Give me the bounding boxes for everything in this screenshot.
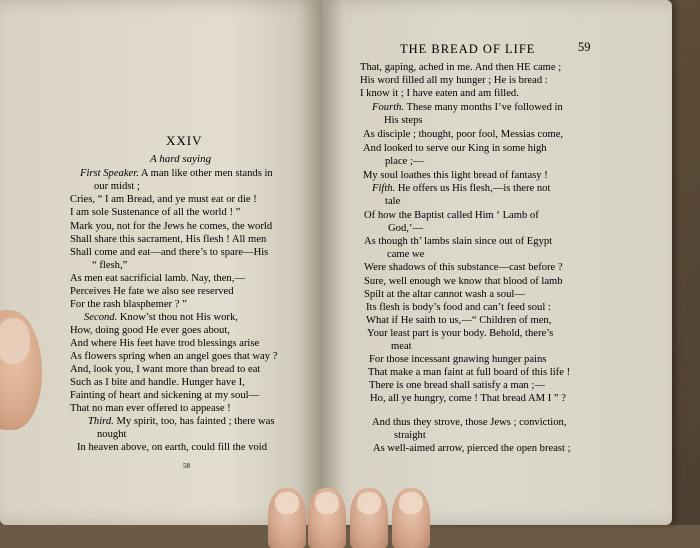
text-line (88, 415, 274, 428)
line-text: These many months I’ve followed in (404, 102, 563, 113)
text-line (70, 272, 245, 285)
text-line (364, 288, 525, 301)
poem-number: XXIV (166, 133, 203, 148)
text-line (385, 155, 424, 168)
line-text: Mark you, not for the Jews he comes, the world (70, 221, 273, 232)
line-text: How, doing good He ever goes about, (70, 325, 230, 336)
text-line (387, 248, 424, 261)
finger (392, 488, 430, 548)
text-line (372, 416, 567, 429)
line-text: As disciple ; thought, poor fool, Messias come, (363, 129, 564, 140)
text-line (363, 142, 547, 155)
line-text: Such as I bite and handle. Hunger have I, (70, 377, 245, 388)
line-text: And looked to serve our King in some high (363, 143, 547, 154)
line-text: “ flesh,” (92, 260, 128, 271)
text-line (364, 275, 563, 288)
thumbnail-highlight (0, 318, 30, 364)
text-line (364, 209, 539, 222)
line-text: What if He saith to us,—“ Children of men, (366, 315, 552, 326)
line-text: As men eat sacrificial lamb. Nay, then,— (70, 273, 245, 284)
line-text: Your least part is your body. Behold, there’s (367, 328, 554, 339)
text-line (70, 363, 260, 376)
text-line (370, 392, 566, 405)
line-text: That no man ever offered to appease ! (70, 403, 231, 414)
text-line (363, 169, 548, 182)
text-line (366, 314, 551, 327)
text-line (84, 311, 238, 324)
line-text: There is one bread shall satisfy a man ;— (369, 380, 545, 391)
finger (308, 488, 346, 548)
text-line (384, 114, 423, 127)
speaker-label: First Speaker. (80, 168, 139, 179)
line-text: And thus they strove, those Jews ; conviction, (372, 417, 567, 428)
line-text: And where His feet have trod blessings arise (70, 338, 260, 349)
text-line (70, 337, 259, 350)
text-line (366, 301, 551, 314)
text-line (70, 376, 245, 389)
line-text: God,’— (388, 223, 424, 234)
text-line (373, 442, 571, 455)
line-text: Cries, “ I am Bread, and ye must eat or die ! (70, 194, 257, 205)
line-text: His steps (384, 115, 423, 126)
text-line (385, 195, 400, 208)
line-text: Of how the Baptist called Him ‘ Lamb of (364, 210, 539, 221)
text-line (70, 350, 277, 363)
line-text: I am sole Sustenance of all the world ! ” (70, 207, 241, 218)
line-text: Were shadows of this substance—cast before ? (364, 262, 563, 273)
text-line (360, 61, 561, 74)
line-text: A man like other men stands in (138, 168, 273, 179)
line-text: Perceives He fate we also see reserved (70, 286, 234, 297)
running-head: THE BREAD OF LIFE (400, 42, 536, 56)
line-text: Shall come and eat—and there’s to spare—His (70, 247, 269, 258)
speaker-label: Third. (88, 416, 114, 427)
text-line (364, 261, 563, 274)
text-line (70, 233, 266, 246)
line-text: That make a man faint at full board of this life ! (368, 367, 571, 378)
fingers (268, 488, 448, 538)
line-text: I know it ; I have eaten and am filled. (360, 88, 519, 99)
text-line (369, 353, 546, 366)
text-line (391, 340, 412, 353)
text-line (70, 220, 272, 233)
text-line (363, 128, 563, 141)
line-text: Shall share this sacrament, His flesh ! All men (70, 234, 267, 245)
speaker-label: Second. (84, 312, 118, 323)
line-text: As flowers spring when an angel goes that way ? (70, 351, 278, 362)
text-line (368, 366, 570, 379)
text-line (70, 389, 259, 402)
text-line (70, 402, 231, 415)
text-line (70, 285, 234, 298)
finger (268, 488, 306, 548)
line-text: For those incessant gnawing hunger pains (369, 354, 547, 365)
speaker-label: Fifth. (372, 183, 396, 194)
line-text: Ho, all ye hungry, come ! That bread AM I ” ? (370, 393, 566, 404)
finger (350, 488, 388, 548)
text-line (92, 259, 127, 272)
line-text: My spirit, too, has fainted ; there was (113, 416, 275, 427)
line-text: our midst ; (94, 181, 140, 192)
text-line (388, 222, 423, 235)
text-line (97, 428, 126, 441)
text-line (70, 206, 240, 219)
right-page-number: 59 (578, 40, 591, 54)
line-text: For the rash blasphemer ? ” (70, 299, 187, 310)
line-text: Sure, well enough we know that blood of lamb (364, 276, 563, 287)
line-text: His word filled all my hunger ; He is bread : (360, 75, 548, 86)
text-line (80, 167, 273, 180)
speaker-label: Fourth. (372, 102, 405, 113)
line-text: meat (391, 341, 412, 352)
text-line (372, 182, 550, 195)
line-text: Know’st thou not His work, (117, 312, 238, 323)
text-line (360, 74, 548, 87)
text-line (94, 180, 140, 193)
text-line (77, 441, 267, 454)
text-line (367, 327, 553, 340)
poem-title: A hard saying (150, 153, 212, 165)
line-text: As well-aimed arrow, pierced the open breast ; (373, 443, 571, 454)
text-line (372, 101, 563, 114)
text-line (70, 246, 268, 259)
line-text: came we (387, 249, 425, 260)
text-line (70, 193, 257, 206)
line-text: He offers us His flesh,—is there not (395, 183, 551, 194)
line-text: That, gaping, ached in me. And then HE came ; (360, 62, 562, 73)
text-line (360, 87, 519, 100)
line-text: Its flesh is body’s food and can’t feed soul : (366, 302, 551, 313)
line-text: Fainting of heart and sickening at my soul— (70, 390, 260, 401)
line-text: As though th’ lambs slain since out of Egypt (364, 236, 553, 247)
line-text: In heaven above, on earth, could fill the void (77, 442, 268, 453)
line-text: place ;— (385, 156, 424, 167)
line-text: Spilt at the altar cannot wash a soul— (364, 289, 525, 300)
left-page-number: 58 (183, 462, 190, 470)
line-text: And, look you, I want more than bread to eat (70, 364, 261, 375)
line-text: My soul loathes this light bread of fantasy ! (363, 170, 548, 181)
text-line (364, 235, 552, 248)
text-line (369, 379, 545, 392)
text-line (394, 429, 426, 442)
line-text: tale (385, 196, 401, 207)
line-text: straight (394, 430, 426, 441)
text-line (70, 324, 230, 337)
text-line (70, 298, 187, 311)
line-text: nought (97, 429, 127, 440)
